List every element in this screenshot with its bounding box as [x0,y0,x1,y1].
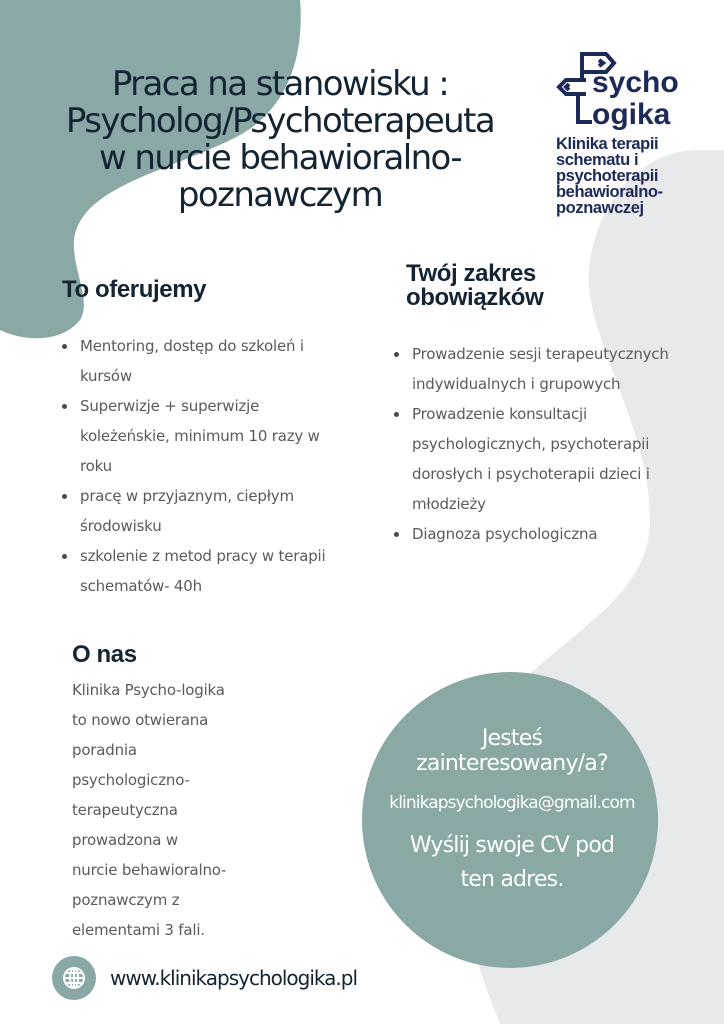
about-line: elementami 3 fali. [72,921,205,939]
logo-subtitle-line: Klinika terapii [556,135,659,153]
website-link[interactable]: www.klinikapsychologika.pl [110,966,358,990]
page-title [10,66,550,214]
title-line: Psycholog/Psychoterapeuta [65,101,495,141]
contact-cta-line: Wyślij swoje CV pod [409,833,615,858]
duties-heading [406,262,543,310]
duties-heading-line: obowiązków [406,284,544,311]
title-line: Praca na stanowisku : [111,64,449,104]
about-heading: O nas [72,641,137,668]
title-line: poznawczym [177,175,383,215]
contact-circle [362,702,662,942]
psycho-logika-logo-icon [556,50,696,130]
contact-question-line: Jesteś [481,726,543,751]
about-line: poznawczym z [72,891,180,909]
contact-cta [362,829,662,897]
contact-question [362,726,662,776]
duties-item: Prowadzenie sesji terapeutycznych indywidualnych i grupowych [394,339,684,399]
about-line: nurcie behawioralno- [72,861,227,879]
title-line: w nurcie behawioralno- [98,138,462,178]
contact-cta-line: ten adres. [460,867,564,892]
logo-subtitle-line: behawioralno- [556,183,663,201]
about-line: psychologiczno- [72,771,190,789]
logo-subtitle-line: schematu i [556,151,639,169]
svg-text:ogika: ogika [592,98,671,130]
about-line: terapeutyczna [72,801,178,819]
logo-subtitle [556,136,716,216]
offer-item: Mentoring, dostęp do szkoleń i kursów [62,331,352,391]
offer-heading: To oferujemy [62,276,207,303]
about-line: Klinika Psycho-logika [72,681,225,699]
about-line: to nowo otwierana [72,711,209,729]
svg-text:sycho: sycho [592,66,679,99]
duties-item: Diagnoza psychologiczna [394,519,684,549]
offer-item: pracę w przyjaznym, ciepłym środowisku [62,481,352,541]
about-line: prowadzona w [72,831,178,849]
about-line: poradnia [72,741,137,759]
clinic-logo [556,50,716,216]
duties-item: Prowadzenie konsultacji psychologicznych, psychoterapii dorosłych i psychoterapii dzieci i młodzieży [394,399,684,519]
duties-heading-line: Twój zakres [406,260,536,287]
offer-item: Superwizje + superwizje koleżeńskie, minimum 10 razy w roku [62,391,352,481]
logo-subtitle-line: poznawczej [556,199,644,217]
about-text [72,675,282,945]
globe-icon [52,956,96,1000]
contact-question-line: zainteresowany/a? [416,751,608,776]
duties-list [394,339,684,549]
logo-subtitle-line: psychoterapii [556,167,659,185]
offer-list [62,331,352,601]
contact-email-link[interactable]: klinikapsychologika@gmail.com [389,793,635,813]
offer-item: szkolenie z metod pracy w terapii schematów- 40h [62,541,352,601]
website-row[interactable] [52,956,357,1000]
